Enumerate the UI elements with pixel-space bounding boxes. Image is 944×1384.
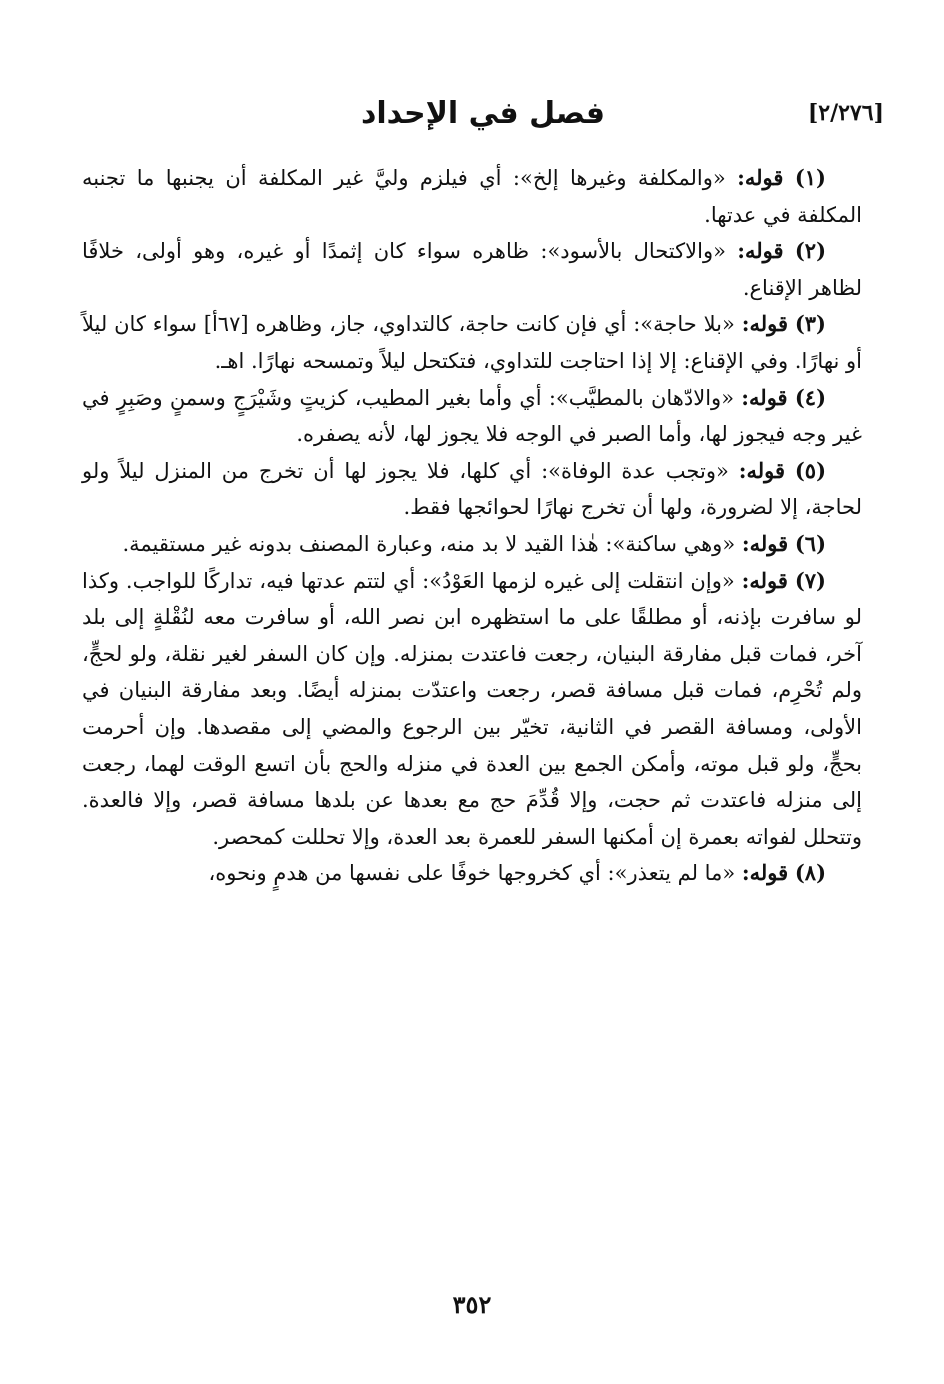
- note-5: [82, 453, 862, 526]
- note-text: «ما لم يتعذر»: أي كخروجها خوفًا على نفسها من هدمٍ ونحوه،: [208, 861, 736, 886]
- note-3: [82, 306, 862, 379]
- note-text: «وتجب عدة الوفاة»: أي كلها، فلا يجوز لها أن تخرج من المنزل ليلاً ولو لحاجة، إلا لضرورة، ولها أن تخرج نهارًا لحوائجها فقط.: [82, 458, 862, 520]
- note-text: «والمكلفة وغيرها إلخ»: أي فيلزم وليَّ غير المكلفة أن يجنبها ما تجنبه المكلفة في عدتها.: [82, 166, 862, 227]
- note-label: قوله:: [741, 530, 789, 556]
- note-number: (٢): [794, 238, 826, 264]
- note-label: قوله:: [738, 457, 785, 483]
- note-label: قوله:: [741, 860, 789, 886]
- note-label: قوله:: [737, 238, 784, 264]
- note-8: [82, 855, 862, 892]
- note-number: (٧): [794, 567, 826, 593]
- note-text: «بلا حاجة»: أي فإن كانت حاجة، كالتداوي، جاز، وظاهره [٦٧أ] سواء كان ليلاً أو نهارًا. وفي الإقناع: إلا إذا احتاجت للتداوي، فتكتحل ليلاً وتمسحه نهارًا. اهـ.: [82, 312, 862, 373]
- note-label: قوله:: [737, 165, 784, 190]
- note-label: قوله:: [741, 384, 788, 410]
- note-number: (٦): [794, 530, 826, 556]
- note-label: قوله:: [741, 567, 788, 593]
- chapter-title: فصل في الإحداد: [360, 96, 606, 131]
- note-label: قوله:: [741, 311, 788, 337]
- note-number: (١): [794, 165, 826, 190]
- note-number: (٣): [794, 311, 826, 337]
- note-2: [82, 233, 862, 306]
- page-number: ٣٥٢: [452, 1290, 492, 1319]
- note-text: «والاكتحال بالأسود»: ظاهره سواء كان إثمدًا أو غيره، وهو أولى، خلافًا لظاهر الإقناع.: [82, 239, 862, 300]
- note-text: «وإن انتقلت إلى غيره لزمها العَوْدُ»: أي لتتم عدتها فيه، تداركًا للواجب. وكذا لو سافرت بإذنه، أو مطلقًا على ما استظهره ابن نصر الله، أو سافرت معه لنُقْلةٍ إلى بلد آخر، فمات قبل مفارقة البنيان، رجعت فاعتدت بمنزله. وإن كان السفر لغير نقلة، ولو لحجٍّ، ولم تُحْرِم، فمات قبل مسافة قصر، رجعت واعتدّت بمنزله أيضًا. وبعد مفارقة البنيان في الأولى، ومسافة القصر في الثانية، تخيّر بين الرجوع والمضي إلى مقصدها. وإن أحرمت بحجٍّ، ولو قبل موته، وأمكن الجمع بين العدة في منزله والحج بأن اتسع الوقت لهما، رجعت إلى منزله فاعتدت ثم حجت، وإلا قُدِّمَ حج مع بعدها عن بلدها مسافة قصر، وإلا فالعدة. وتتحلل لفواته بعمرة إن أمكنها السفر للعمرة بعد العدة، وإلا تحللت كمحصر.: [82, 568, 862, 849]
- note-text: «والادّهان بالمطيَّب»: أي وأما بغير المطيب، كزيتٍ وشَيْرَجٍ وسمنٍ وصَبِرٍ في غير وجه فيجوز لها، وأما الصبر في الوجه فلا يجوز لها، لأنه يصفره.: [82, 385, 862, 447]
- note-number: (٥): [794, 457, 826, 483]
- note-6: [82, 526, 862, 563]
- running-header: [82, 96, 884, 140]
- note-text: «وهي ساكنة»: هٰذا القيد لا بد منه، وعبارة المصنف بدونه غير مستقيمة.: [122, 531, 736, 556]
- note-1: [82, 160, 862, 233]
- volume-page-reference: [٢/٢٧٦]: [807, 100, 884, 126]
- note-7: [82, 563, 862, 856]
- note-number: (٤): [794, 384, 826, 410]
- note-4: [82, 380, 862, 453]
- commentary-body: [82, 160, 862, 892]
- note-number: (٨): [794, 860, 826, 886]
